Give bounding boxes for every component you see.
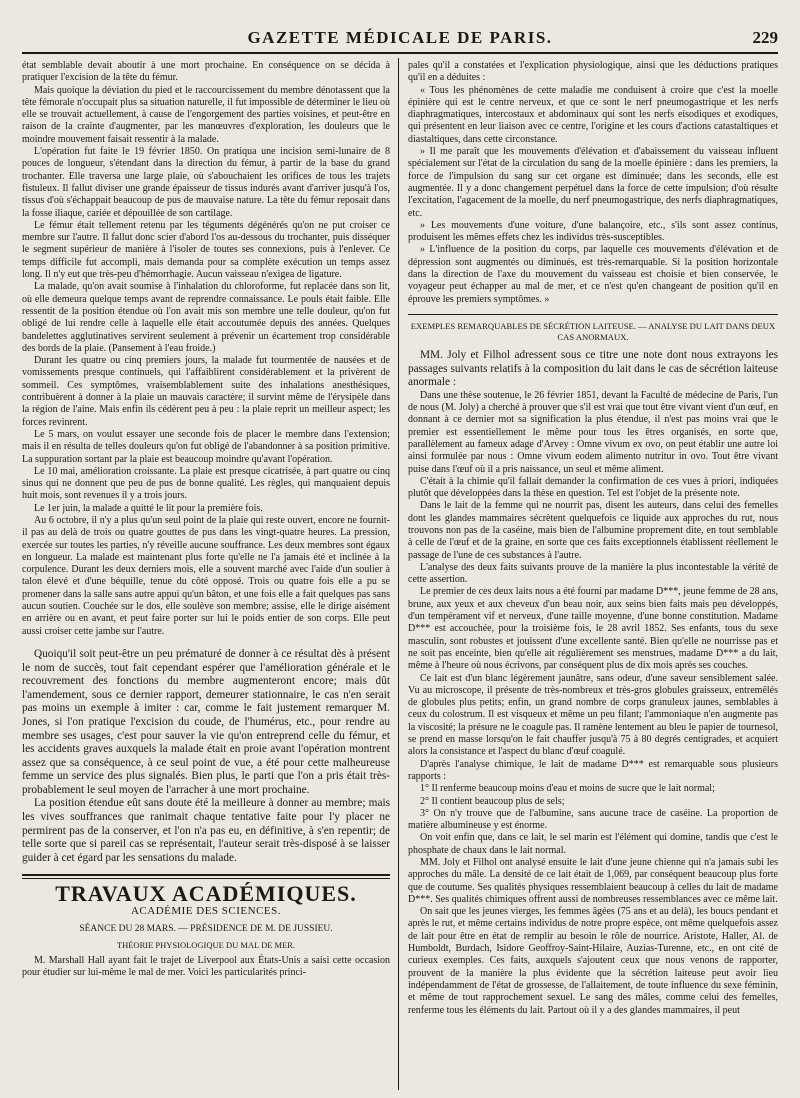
paragraph: D'après l'analyse chimique, le lait de madame D*** est remarquable sous plusieurs rapports :: [408, 758, 778, 782]
paragraph: Le premier de ces deux laits nous a été fourni par madame D***, jeune femme de 28 ans, brune, aux yeux et aux cheveux d'un beau noir, aux seins bien faits mais peu développés, d'un tempérament vif et nerveux, d'une taille moyenne, d'une bonne constitution. Madame D*** est accouchée, pour la troisième fois, le 28 avril 1852. Ses enfants, tous du sexe masculin, sont robustes et jouissent d'une excellente santé. Bien qu'elle ne nourrisse pas et ne soit pas enceinte, bien qu'elle ait régulièrement ses menstrues, madame D*** a du lait, même à l'heure où nous écrivons, par conséquent plus de dix mois après ses couches.: [408, 586, 778, 672]
paragraph: Ce lait est d'un blanc légèrement jaunâtre, sans odeur, d'une saveur sensiblement salée. Vu au microscope, il présente de très-nombreux et très-gros globules graisseux, entremêlés de globules plus petits; enfin, un grand nombre de corps granuleux jaunes, semblables à ceux du colostrum. Il est visqueux et même un peu filant; l'ammoniaque n'en augmente pas la viscosité; la présure ne le coagule pas. Il ramène lentement au bleu le papier de tournesol, se prend en masse lorsqu'on le fait chauffer jusqu'à 75 à 80 degrés centigrades, et acquiert alors la consistance et l'aspect du blanc d'œuf coagulé.: [408, 672, 778, 758]
paragraph: L'opération fut faite le 19 février 1850. On pratiqua une incision semi-lunaire de 8 pouces de longueur, s'étendant dans la direction du fémur, à partir de la base du grand trochanter. Elle traversa une large plaie, où s'abouchaient les orifices de tous les trajets fistuleux. Il fallut diviser une grande épaisseur de tissus indurés avant d'arriver jusqu'à l'os, tissus d'où s'échappait beaucoup de pus de mauvaise nature. La tête du fémur reposait dans la fosse iliaque, cariée et dépouillée de son cartilage.: [22, 146, 390, 219]
column-divider: [398, 58, 399, 1090]
section-separator: [22, 874, 390, 879]
list-item: 3° On n'y trouve que de l'albumine, sans aucune trace de caséine. La proportion de matière albumineuse y est énorme.: [408, 807, 778, 832]
section-subtitle: ACADÉMIE DES SCIENCES.: [130, 904, 282, 917]
paragraph: Dans une thèse soutenue, le 26 février 1851, devant la Faculté de médecine de Paris, l'un de nous (M. Joly) a cherché à prouver que s'il est vrai que tout être vivant vient d'un œuf, en donnant à ce dernier mot sa signification la plus étendue, il n'est pas moins vrai que le premier est essentiellement le même pour tous les êtres organisés, en sorte que, parallèlement au fameux adage d'Arvey : Omne vivum ex ovo, on peut établir une autre loi ainsi formulée par nous : Omne vivum eodem alimento nutritur in ovo. Tout être vivant puise dans l'œuf où il a pris naissance, un seul et même aliment.: [408, 389, 778, 475]
paragraph: M. Marshall Hall ayant fait le trajet de Liverpool aux États-Unis a saisi cette occasion pour étudier sur lui-même le mal de mer. Voici les particularités princi-: [22, 954, 390, 978]
section-title: TRAVAUX ACADÉMIQUES.: [55, 881, 357, 907]
paragraph: Le 1er juin, la malade a quitté le lit pour la première fois.: [34, 502, 263, 514]
paragraph: Au 6 octobre, il n'y a plus qu'un seul point de la plaie qui reste ouvert, encore ne fournit-il pas au delà de trois ou quatre gouttes de pus dans les vingt-quatre heures. La pression, exercée sur toutes les parties, n'y réveille aucune souffrance. Les deux membres sont égaux en longueur. La malade est maintenant plus forte qu'elle ne l'a jamais été et inclinée à la corpulence. Durant les deux derniers mois, elle a souvent marché avec l'aide d'un soulier à talon élevé et d'une béquille, tenue du côté opposé. Trois ou quatre fois elle a pu se promener dans la salle sans autre appui qu'un bâton, et une fois elle a fait quelques pas sans aucun soutien. Couchée sur le dos, elle soulève son membre; assise, elle le dirige aisément en arrière ou en avant, et peut faire porter sur lui le poids entier de son corps. Elle peut aussi croiser cette jambe sur l'autre.: [22, 514, 390, 637]
quote-paragraph: » L'influence de la position du corps, par laquelle ces mouvements d'élévation et de dépression sont augmentés ou diminués, est très-remarquable. Si la position horizontale dans la direction de l'axe du mouvement du vaisseau est choisie et bien conservée, le voyageur peut échapper au mal de mer, et ce n'est qu'en changeant de position qu'il en éprouve les premiers symptômes. »: [408, 244, 778, 305]
left-column: [22, 60, 390, 1090]
paragraph: Le 10 mai, amélioration croissante. La plaie est presque cicatrisée, à part quatre ou cinq sinus qui ne donnent que peu de pus de bonne qualité. Les règles, qui manquaient depuis huit mois, sont revenues il y a trois jours.: [22, 465, 390, 502]
paragraph: Durant les quatre ou cinq premiers jours, la malade fut tourmentée de nausées et de vomissements presque continuels, qui l'affaiblirent considérablement et la privèrent de sommeil. Ces symptômes, vraisemblablement suite des inhalations anesthésiques, contribuèrent à donner à la plaie un mauvais caractère; il survint même de l'érysipèle dans la région de l'aine. Mais enfin ils cédèrent peu à peu : la plaie reprit un meilleur aspect; les forces revinrent.: [22, 355, 390, 428]
paragraph: pales qu'il a constatées et l'explication physiologique, ainsi que les déductions pratiques qu'il en a déduites :: [408, 60, 778, 84]
quote-paragraph: » Les mouvements d'une voiture, d'une balançoire, etc., s'ils sont assez continus, produisent les mêmes effets chez les individus très-susceptibles.: [408, 219, 778, 244]
commentary-paragraph: La position étendue eût sans doute été la meilleure à donner au membre; mais les vives souffrances que ranimait chaque tentative faite pour l'y placer ne permirent pas de la conserver, et l'on n'a pas eu, en définitive, à s'en repentir; de telle sorte que si pareil cas se représentait, l'auteur serait très-disposé à se laisser guider à cet égard par les sensations du malade.: [22, 797, 390, 864]
quote-paragraph: « Tous les phénomènes de cette maladie me conduisent à croire que c'est la moelle épinière qui est le centre nerveux, et que ce sont le nerf pneumogastrique et les nerfs diaphragmatiques, intercostaux et abdominaux qui sont les nerfs eisodiques et exodiques, qui présentent en leur liaison avec ce centre, l'origine et les cours d'actions catastaltiques et diastaltiques, dans cette circonstance.: [408, 84, 778, 145]
paragraph: Le fémur était tellement retenu par les téguments dégénérés qu'on ne put croiser ce membre sur l'autre. Il fallut donc scier d'abord l'os au-dessous du trochanter, puis disséquer le segment supérieur de manière à l'isoler de toutes ses connexions, puis à l'enlever. Ce temps difficile fut accompli, mais demanda pour sa complète exécution un temps assez long. Il n'y eut que très-peu d'hémorrhagie. Aucun vaisseau n'exigea de ligature.: [22, 219, 390, 281]
article-heading: EXEMPLES REMARQUABLES DE SÉCRÉTION LAITEUSE. — ANALYSE DU LAIT DANS DEUX CAS ANORMAUX.: [408, 314, 778, 343]
paragraph: MM. Joly et Filhol adressent sous ce titre une note dont nous extrayons les passages suivants relatifs à la composition du lait dans le cas de sécrétion laiteuse anormale :: [408, 348, 778, 389]
list-item: 1° Il renferme beaucoup moins d'eau et moins de sucre que le lait normal;: [420, 783, 715, 795]
commentary-paragraph: Quoiqu'il soit peut-être un peu prématuré de donner à ce résultat dès à présent le nom de succès, tout fait cependant espérer que l'amélioration générale et le recouvrement des fonctions du membre augmenteront encore; mais dût l'amendement, sous ce dernier rapport, demeurer stationnaire, le cas n'en serait pas moins un exemple à imiter : car, comme le fait justement remarquer M. Jones, si l'on pratique l'excision du coude, de l'humérus, etc., pour rendre au membre ses usages, c'est pour sauver la vie qu'on entreprend celle du fémur, et les accidents graves auxquels la malade était en proie avant l'opération montrent assez que sa conséquence, à ce seul point de vue, a été pour cette malheureuse femme un service des plus signalés. Bien plus, le parti que l'on a pris était très-probablement le seul moyen de l'arracher à une mort prochaine.: [22, 647, 390, 796]
paragraph: On sait que les jeunes vierges, les femmes âgées (75 ans et au delà), les boucs pendant et après le rut, et même certains individus de notre propre espèce, ont même quelquefois assez de lait pour être en état de remplir au besoin le rôle de nourrice. Aristote, Haller, Al. de Humboldt, Burdach, Isidore Geoffroy-Saint-Hilaire, Auzias-Turenne, etc., en ont cité de curieux exemples. Ces faits, auxquels s'ajoutent ceux que nous venons de rapporter, prouvent de la manière la plus évidente que la sécrétion laiteuse peut avoir lieu indépendamment de l'état de grossesse, de l'allaitement, de toute influence du sexe féminin, et même de tout rapprochement sexuel. Le sang des mâles, comme celui des femelles, renferme tous les éléments du lait. Partout où il y a des glandes mammaires, il peut: [408, 906, 778, 1016]
paragraph: La malade, qu'on avait soumise à l'inhalation du chloroforme, fut replacée dans son lit, où elle demeura quelque temps avant de reprendre connaissance. Le pouls était faible. Elle ressentit de la position étendue où l'on avait mis son membre une telle douleur, qu'on fut obligé de lui rendre celle à laquelle elle était accoutumée depuis des années. Quelques bandelettes agglutinatives servirent seulement à prévenir un écartement trop considérable des bords de la plaie. (Pansement à l'eau froide.): [22, 281, 390, 354]
quote-paragraph: » Il me paraît que les mouvements d'élévation et d'abaissement du vaisseau influent spécialement sur l'état de la circulation du sang de la moelle épinière : dans les premiers, la force de l'impulsion du sang sur cet organe est diminuée; dans les seconds, elle est augmentée. Il y a donc changement perpétuel dans la force de cette impulsion; d'où résulte l'excitation, l'agacement de la moelle, du nerf pneumogastrique, des nerfs diaphragmatiques, etc.: [408, 146, 778, 219]
paragraph: C'était à la chimie qu'il fallait demander la confirmation de ces vues à priori, indiquées plutôt que développées dans la thèse en question. Tel est l'objet de la présente note.: [408, 475, 778, 500]
journal-title: GAZETTE MÉDICALE DE PARIS.: [247, 28, 553, 47]
paragraph: On voit enfin que, dans ce lait, le sel marin est l'élément qui domine, tandis que c'est le phosphate de chaux dans le lait normal.: [408, 832, 778, 856]
paragraph: Dans le lait de la femme qui ne nourrit pas, disent les auteurs, dans celui des femelles dont les glandes mammaires sécrètent quelquefois ce liquide aux approches du rut, nous trouvons non pas de la caséine, mais bien de l'albumine proprement dite, en tout semblable à celle de l'œuf et de la graine, en sorte que ces faits exceptionnels établissent réellement le passage de l'une de ces substances à l'autre.: [408, 500, 778, 561]
page-number: 229: [752, 28, 778, 47]
paragraph: L'analyse des deux faits suivants prouve de la manière la plus incontestable la vérité de cette assertion.: [408, 561, 778, 586]
paragraph: MM. Joly et Filhol ont analysé ensuite le lait d'une jeune chienne qui n'a jamais subi les approches du mâle. La densité de ce lait était de 1,069, par conséquent beaucoup plus forte que de coutume. Ses qualités physiques ressemblaient beaucoup à celles du lait de madame D***. Ses qualités chimiques offrent aussi de nombreuses ressemblances avec ce même lait.: [408, 857, 778, 905]
seance-heading: SÉANCE DU 28 MARS. — PRÉSIDENCE DE M. DE JUSSIEU.: [79, 924, 333, 935]
article-heading: THÉORIE PHYSIOLOGIQUE DU MAL DE MER.: [116, 940, 296, 951]
paragraph: état semblable devait aboutir à une mort prochaine. En conséquence on se décida à pratiquer l'excision de la tête du fémur.: [22, 60, 390, 84]
list-item: 2° Il contient beaucoup plus de sels;: [420, 795, 565, 807]
paragraph: Le 5 mars, on voulut essayer une seconde fois de placer le membre dans l'extension; mais il en résulta de telles douleurs qu'on fut obligé de l'abandonner à sa position primitive. La suppuration sortant par la plaie est beaucoup moindre qu'avant l'opération.: [22, 428, 390, 465]
page-header: [22, 26, 778, 54]
paragraph: Mais quoique la déviation du pied et le raccourcissement du membre dénotassent que la tête fémorale n'occupait plus sa situation naturelle, il fut impossible de déterminer le lieu où elle se trouvait actuellement, à cause de l'engorgement des parties voisines, et peut-être en raison de la crainte d'augmenter, par les manœuvres d'exploration, les douleurs que le moindre mouvement faisait ressentir à la malade.: [22, 84, 390, 145]
right-column: [408, 60, 778, 1090]
